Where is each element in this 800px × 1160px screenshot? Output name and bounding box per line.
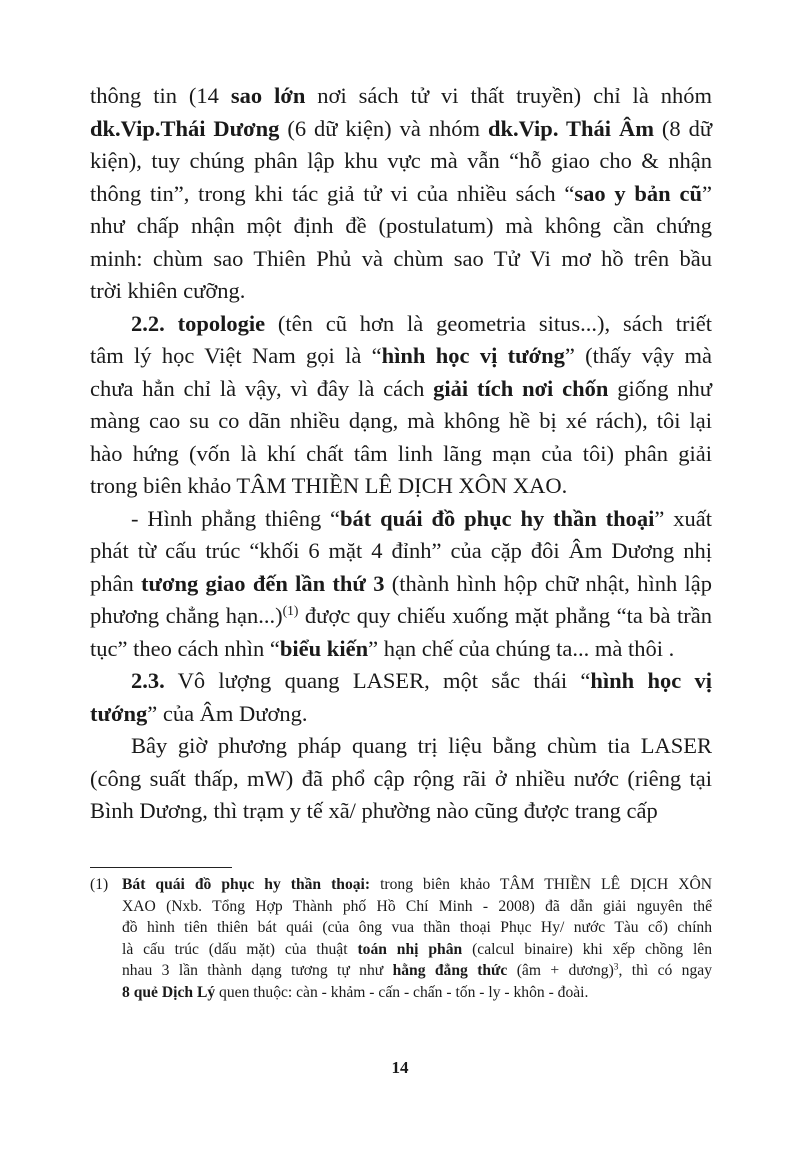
text-run: XAO (Nxb. Tổng Hợp Thành phố Hồ Chí Minh - 2008) đã dẫn giải nguyên thể — [122, 897, 712, 915]
text-line — [90, 178, 712, 211]
text-run: , thì có ngay — [618, 962, 712, 980]
text-run: phân — [90, 570, 142, 596]
page-number: 14 — [391, 1058, 409, 1077]
text-line — [90, 405, 712, 438]
bold-text: dk.Vip. Thái Âm — [487, 115, 654, 141]
text-run: (8 dữ — [653, 115, 713, 141]
text-run: màng cao su co dãn nhiều dạng, mà không hề bị xé rách), tôi lại — [90, 408, 712, 433]
text-line — [122, 896, 712, 918]
text-line — [122, 917, 712, 939]
paragraph — [90, 665, 712, 730]
bold-text: dk.Vip.Thái Dương — [90, 115, 280, 141]
bold-text: 2.2. topologie — [131, 310, 266, 336]
bold-text: giải tích nơi chốn — [433, 375, 609, 401]
text-line — [90, 665, 712, 698]
text-run: quen thuộc: càn - khảm - cấn - chấn - tốn - ly - khôn - đoài. — [215, 983, 589, 1001]
text-run: ” của Âm Dương. — [147, 700, 308, 726]
text-line — [90, 340, 712, 373]
text-run: (tên cũ hơn là geometria situs...), sách triết — [265, 310, 712, 336]
bold-text: bát quái đồ phục hy thần thoại — [340, 505, 655, 531]
text-line — [90, 535, 712, 568]
text-line — [90, 730, 712, 763]
text-run: là cấu trúc (dấu mặt) của thuật — [122, 940, 358, 958]
text-run: kiện), tuy chúng phân lập khu vực mà vẫn “hỗ giao cho & nhận — [90, 148, 712, 173]
text-run: (thành hình hộp chữ nhật, hình lập — [384, 570, 712, 596]
text-line — [90, 80, 712, 113]
text-run: chưa hẳn chỉ là vậy, vì đây là cách — [90, 375, 434, 401]
paragraph — [90, 308, 712, 503]
text-line — [90, 438, 712, 471]
text-run: hào hứng (vốn là khí chất tâm linh lãng mạn của tôi) phân giải — [90, 440, 712, 466]
paragraph — [90, 503, 712, 666]
text-run: phương chẳng hạn...) — [90, 603, 283, 628]
footnote-ref: (1) — [282, 602, 299, 618]
text-run: ” hạn chế của chúng ta... mà thôi . — [368, 635, 675, 661]
text-line — [90, 633, 712, 666]
paragraph — [90, 80, 712, 308]
text-run: phát từ cấu trúc “khối 6 mặt 4 đỉnh” của cặp đôi Âm Dương nhị — [90, 538, 712, 563]
text-run: ” xuất — [654, 505, 712, 531]
text-run: (6 dữ kiện) và nhóm — [279, 115, 488, 141]
text-line — [90, 113, 712, 146]
bold-text: 8 quẻ Dịch Lý — [122, 983, 216, 1001]
text-line — [90, 243, 712, 276]
text-run: Bình Dương, thì trạm y tế xã/ phường nào cũng được trang cấp — [90, 798, 658, 823]
text-line — [90, 698, 712, 731]
text-run: ” (thấy vậy mà — [564, 343, 712, 368]
text-run: nhau 3 lần thành dạng tương tự như — [122, 962, 393, 980]
footnote-body — [122, 874, 712, 1004]
text-line — [90, 308, 712, 341]
footnote — [90, 874, 712, 1004]
bold-text: hình học vị — [590, 668, 713, 693]
text-run: ” — [701, 180, 712, 206]
text-run: tâm lý học Việt Nam gọi là “ — [90, 343, 382, 368]
text-run: - Hình phẳng thiêng “ — [131, 505, 341, 531]
text-run: Vô lượng quang LASER, một sắc thái “ — [164, 668, 591, 693]
text-line — [90, 373, 712, 406]
text-line — [90, 503, 712, 536]
bold-text: 2.3. — [131, 668, 165, 693]
bold-text: biểu kiến — [279, 635, 369, 661]
text-line — [90, 210, 712, 243]
bold-text: hằng đẳng thức — [392, 962, 508, 980]
bold-text: tương giao đến lần thứ 3 — [141, 570, 385, 596]
text-run: tục” theo cách nhìn “ — [90, 635, 280, 661]
text-run: minh: chùm sao Thiên Phủ và chùm sao Tử Vi mơ hồ trên bầu — [90, 245, 712, 271]
text-line — [90, 145, 712, 178]
text-run: trong biên khảo TÂM THIỀN LÊ DỊCH XÔN XAO. — [90, 473, 568, 498]
footnote-divider — [90, 867, 232, 868]
text-line — [90, 470, 712, 503]
paragraph — [90, 730, 712, 828]
bold-text: Bát quái đồ phục hy thần thoại: — [122, 876, 371, 893]
text-run: giống như — [608, 375, 712, 401]
text-run: (âm + dương) — [507, 962, 614, 980]
bold-text: sao y bản cũ — [574, 180, 702, 206]
bold-text: toán nhị phân — [357, 940, 463, 958]
text-line — [122, 874, 712, 896]
footnote-label: (1) — [90, 876, 109, 893]
text-run: trời khiên cưỡng. — [90, 278, 246, 303]
text-line — [90, 763, 712, 796]
text-run: thông tin (14 — [90, 83, 231, 108]
text-line — [90, 568, 712, 601]
footnote-ref: 3 — [613, 962, 619, 973]
text-line — [122, 982, 712, 1004]
body-text — [90, 80, 712, 828]
text-run: trong biên khảo TÂM THIỀN LÊ DỊCH XÔN — [370, 876, 713, 893]
text-run: đồ hình tiên thiên bát quái (của ông vua thần thoại Phục Hy/ nước Tàu cổ) chính — [122, 919, 712, 937]
bold-text: sao lớn — [230, 83, 306, 108]
bold-text: hình học vị tướng — [381, 343, 565, 368]
text-line — [122, 960, 712, 982]
text-run: thông tin”, trong khi tác giả tử vi của nhiều sách “ — [90, 180, 575, 206]
bold-text: tướng — [90, 700, 148, 726]
text-run: như chấp nhận một định đề (postulatum) mà không cần chứng — [90, 213, 712, 238]
text-line — [122, 939, 712, 961]
text-run: (calcul binaire) khi xếp chồng lên — [462, 940, 713, 958]
text-run: nơi sách tử vi thất truyền) chỉ là nhóm — [305, 83, 713, 108]
text-run: (công suất thấp, mW) đã phổ cập rộng rãi ở nhiều nước (riêng tại — [90, 765, 712, 791]
text-run: Bây giờ phương pháp quang trị liệu bằng chùm tia LASER — [131, 733, 712, 758]
text-run: được quy chiếu xuống mặt phẳng “ta bà trần — [298, 603, 712, 628]
text-line — [90, 600, 712, 633]
text-line — [90, 275, 712, 308]
text-line — [90, 795, 712, 828]
